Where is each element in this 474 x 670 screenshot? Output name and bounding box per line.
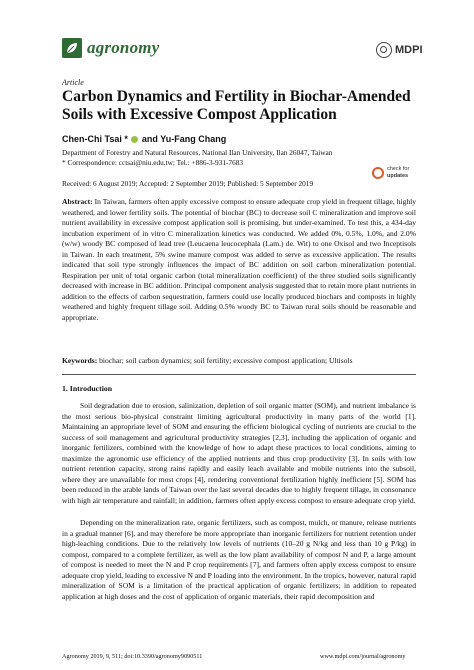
check-updates-line2: updates (387, 172, 409, 179)
journal-name: agronomy (87, 38, 160, 57)
orcid-icon[interactable] (131, 136, 138, 143)
keywords-label: Keywords: (62, 356, 98, 365)
abstract-label: Abstract: (62, 197, 93, 206)
check-updates-label (387, 166, 409, 179)
journal-logo (62, 38, 159, 58)
author-name: Chen-Chi Tsai * (62, 134, 128, 144)
author-name: and Yu-Fang Chang (141, 134, 227, 144)
keywords-text: biochar; soil carbon dynamics; soil fertility; excessive compost application; Ultisols (99, 356, 353, 365)
check-updates-badge[interactable] (372, 166, 409, 179)
keywords (62, 356, 416, 367)
abstract-text: In Taiwan, farmers often apply excessive compost to ensure adequate crop yield in frequent tillage, highly weathered, and lower fertility soils. The potential of biochar (BC) to decrease soil C mineralization and improve soil nutrient availability in excessive compost application soil is promising, but under-examined. To test this, a 434-day incubation experiment of in vitro C mineralization kinetics was conducted. We added 0%, 0.5%, 1.0%, and 2.0% (w/w) woody BC composed of lead tree (Leucaena leucocephala (Lam.) de. Wit) to one Oxisol and two Inceptisols in Taiwan. In each treatment, 5% swine manure compost was added to serve as excessive application. The results indicated that soil type strongly influences the impact of BC addition on soil carbon mineralization potential. Respiration per unit of total organic carbon (total mineralization coefficient) of the three studied soils significantly decreased with increase in BC addition. Principal component analysis suggested that to retain more plant nutrients in addition to the effects of carbon sequestration, farmers could use locally produced biochars and composts in highly weathered and highly frequent tillage soil. Adding 0.5% woody BC to Taiwan rural soils should be reasonable and appropriate. (62, 197, 416, 323)
abstract (62, 197, 416, 324)
publisher-name: MDPI (395, 44, 423, 56)
footer-url[interactable]: www.mdpi.com/journal/agronomy (320, 653, 406, 660)
intro-paragraph-1: Soil degradation due to erosion, salinization, depletion of soil organic matter (SOM), and nutrient imbalance is the most serious bio-physical constraint limiting agricultural productivity in many parts of the world [1]. Maintaining an appropriate level of SOM and ensuring the efficient biological cycling of nutrients are crucial to the success of soil management and agricultural productivity strategies [2,3], including the application of organic and inorganic fertilizers, combined with the knowledge of how to adapt these practices to local conditions, aiming to maximize the agronomic use efficiency of the applied nutrients and thus crop productivity [3]. In soils with low nutrient retention capacity, strong rains rapidly and easily leach available and mobile nutrients into the subsoil, where they are unavailable for most crops [4], rendering conventional fertilization highly inefficient [5]. SOM has been reduced in the arable lands of Taiwan over the last several decades due to highly frequent tillage, in consonance with high air temperature and rainfall; in addition, farmers often apply excess compost to ensure adequate crop yield. (62, 401, 416, 505)
affiliation: Department of Forestry and Natural Resources, National Ilan University, Ilan 26047, Taiwan (62, 148, 333, 157)
paper-title: Carbon Dynamics and Fertility in Biochar-Amended Soils with Excessive Compost Application (62, 88, 411, 123)
refresh-icon (372, 167, 384, 179)
mdpi-icon (376, 42, 392, 58)
author-list (62, 134, 226, 144)
correspondence: * Correspondence: cctsai@niu.edu.tw; Tel.: +886-3-931-7683 (62, 158, 244, 167)
leaf-icon (62, 38, 82, 58)
publisher-logo (376, 42, 423, 58)
affiliation-block (62, 148, 422, 168)
publication-dates: Received: 6 August 2019; Accepted: 2 September 2019; Published: 5 September 2019 (62, 179, 314, 188)
intro-paragraph-2: Depending on the mineralization rate, organic fertilizers, such as compost, mulch, or manure, release nutrients in a gradual manner [6], and may therefore be more appropriate than inorganic fertilizers for nutrient retention under high-leaching conditions. Due to the relatively low levels of nutrients (10–20 g N/kg and less than 10 g P/kg) in compost, compared to a complete fertilizer, as well as the low plant availability of compost N and P, a large amount of compost is needed to meet the N and P crop requirements [7], and farmers often apply excess compost to ensure adequate crop yield, leading to excessive N and P loading into the environment. In the tropics, however, natural rapid mineralization of SOM is a limitation of the practical application of organic fertilizers; in addition to repeated application at high doses and the cost of application of organic materials, their rapid decomposition and (62, 518, 417, 601)
article-type: Article (62, 78, 84, 87)
check-updates-line1: check for (387, 166, 410, 172)
section-heading: 1. Introduction (62, 384, 113, 393)
section-divider (62, 374, 416, 375)
footer-citation: Agronomy 2019, 9, 511; doi:10.3390/agronomy9090511 (62, 653, 203, 660)
